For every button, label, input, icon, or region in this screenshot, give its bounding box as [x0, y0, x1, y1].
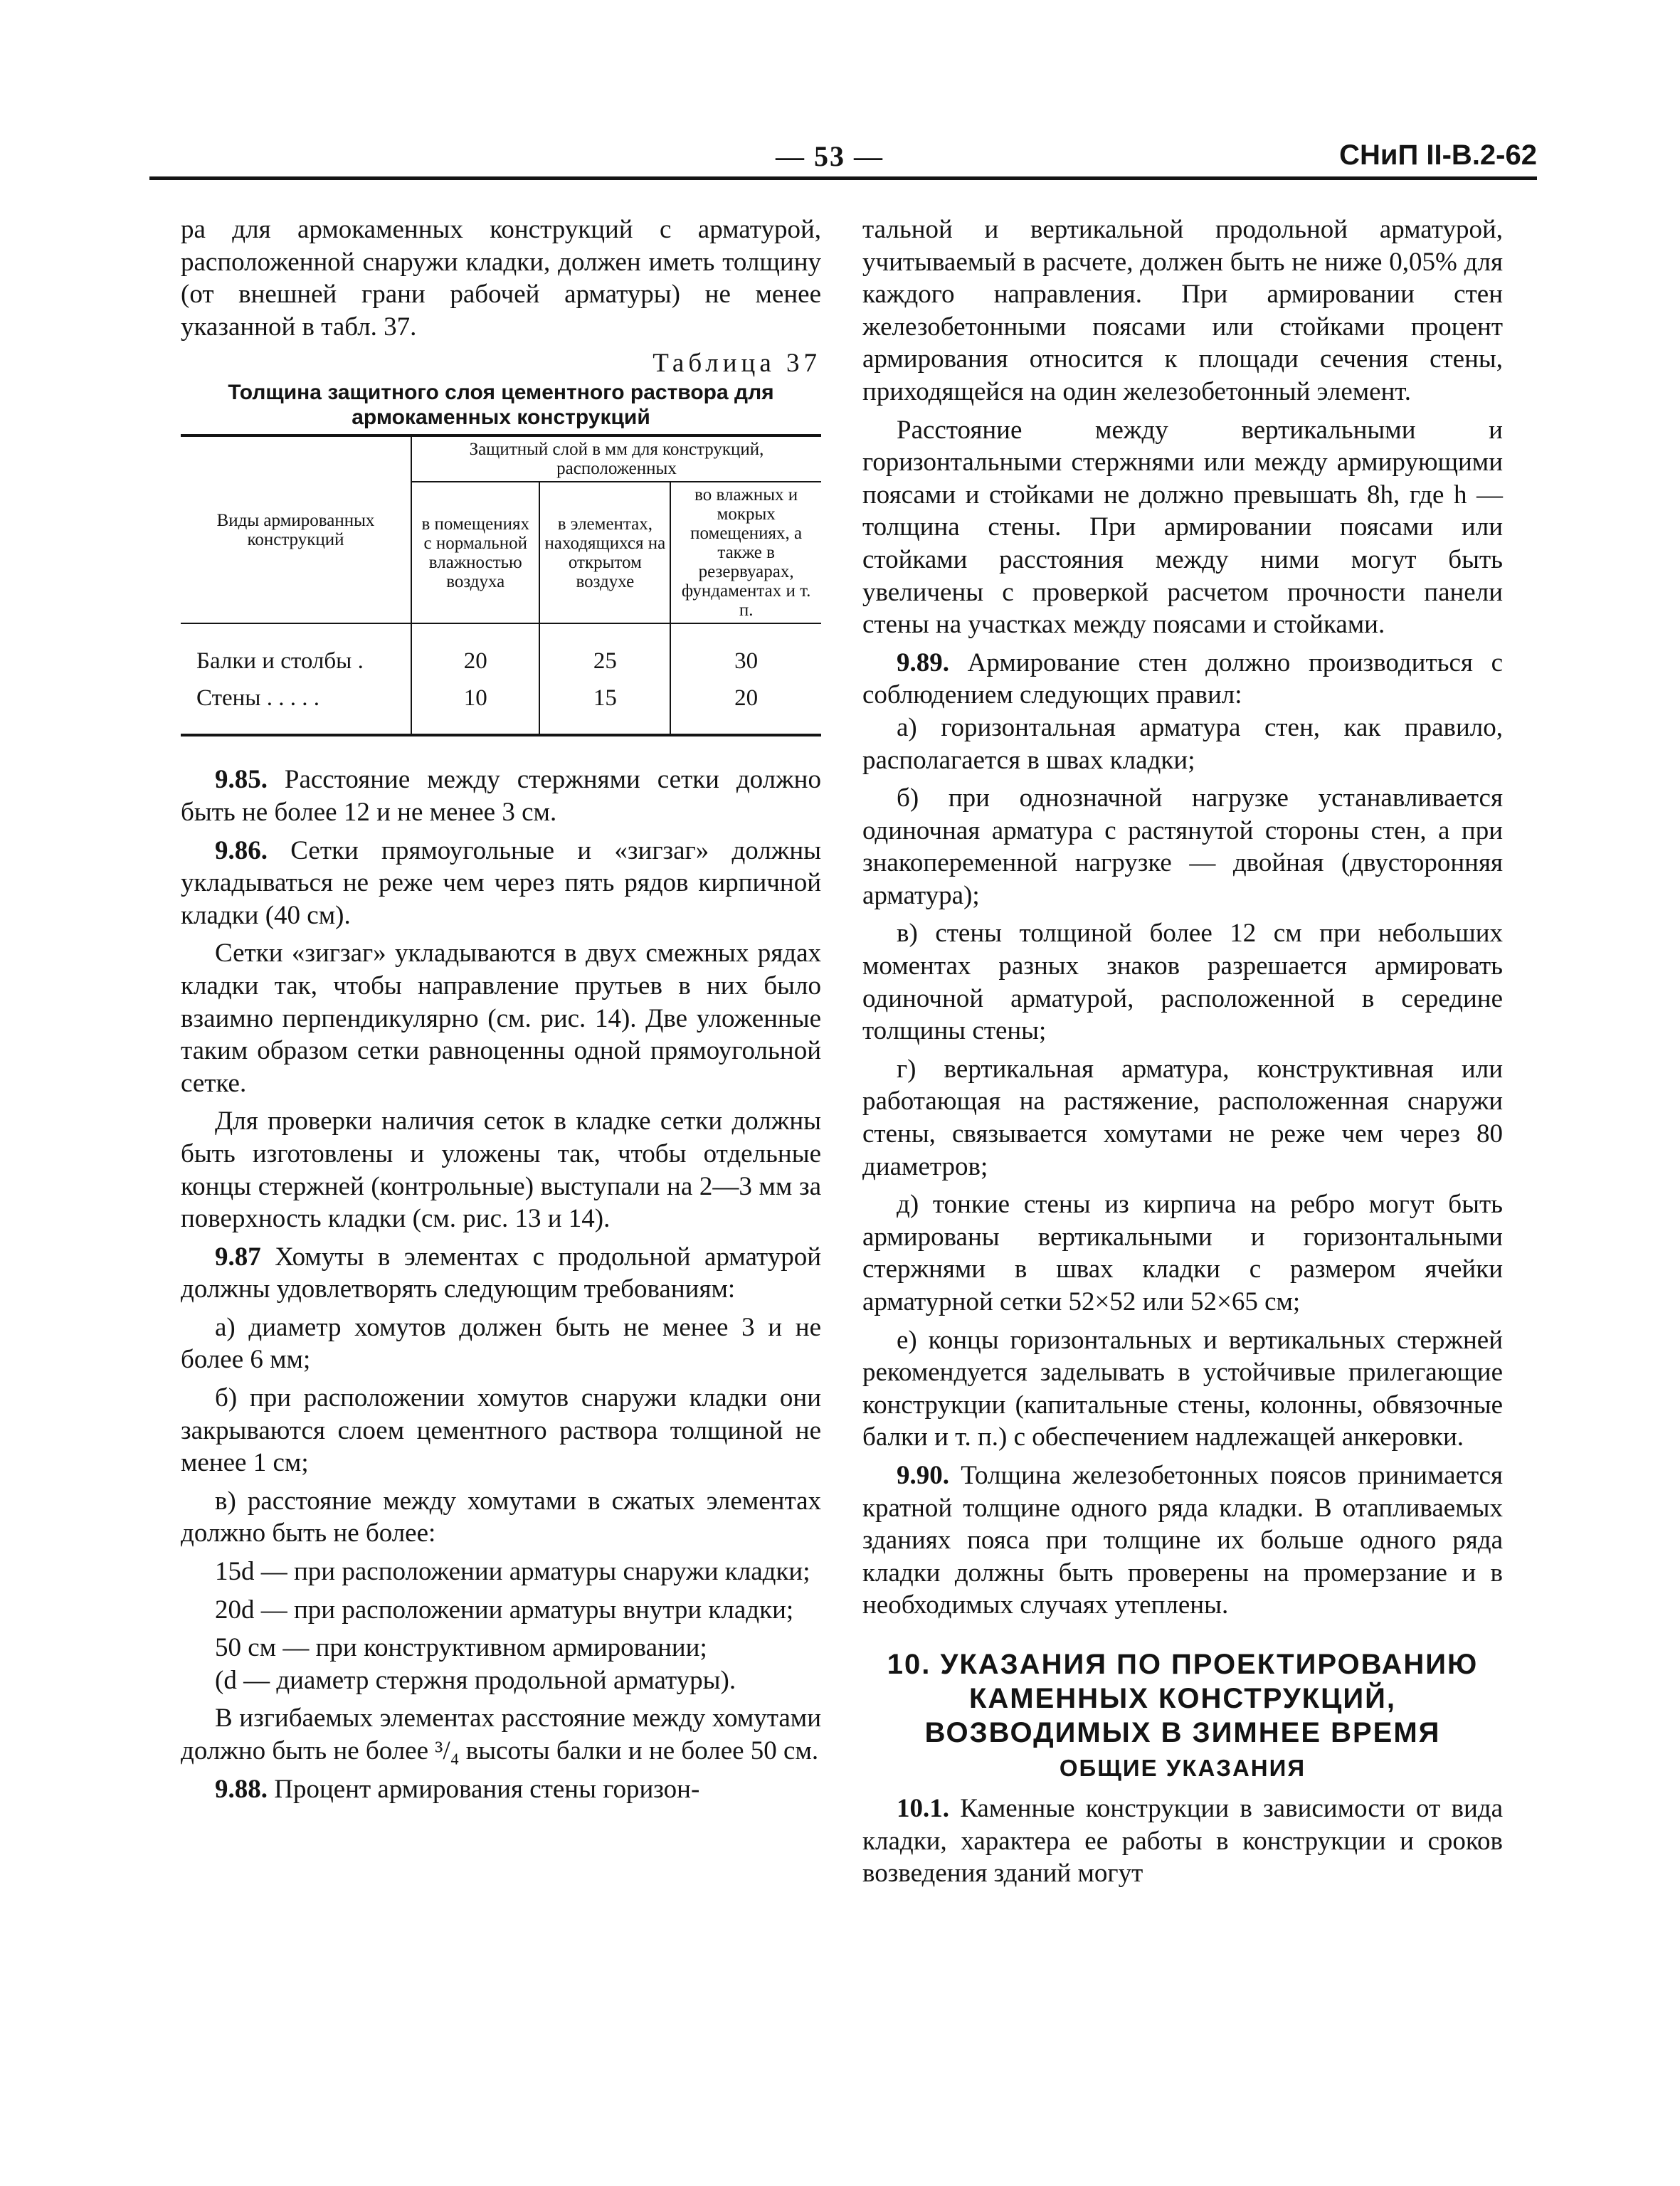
- cell-indoor: 10: [411, 680, 539, 735]
- clause-text: Толщина железобетонных поясов принимается кратной толщине одного ряда кладки. В отапливаемых зданиях пояса при толщине их больше одного ряда кладки должны быть проверены на промерзание и в необходимых случаях утеплены.: [862, 1460, 1504, 1620]
- paragraph-9-88-cont: тальной и вертикальной продольной арматурой, учитываемый в расчете, должен быть не ниже 0,05% для каждого направления. При армировании стен железобетонными поясами или стойками процент армирования относится к площади сечения стены, приходящейся на один железобетонный элемент.: [862, 215, 1503, 406]
- table-title: Толщина защитного слоя цементного раствора для армокаменных конструкций: [228, 381, 774, 430]
- item-9-87-c2: 20d — при расположении арматуры внутри кладки;: [215, 1595, 794, 1625]
- clause-number: 9.89.: [897, 648, 949, 677]
- item-9-87-c: в) расстояние между хомутами в сжатых элементах должно быть не более:: [181, 1486, 821, 1548]
- clause-text: Армирование стен должно производиться с соблюдением следующих правил:: [862, 648, 1504, 710]
- row-name: Балки и столбы .: [181, 623, 411, 680]
- row-name: Стены . . . . .: [181, 680, 411, 735]
- clause-number: 9.87: [215, 1242, 261, 1272]
- item-9-89-b: б) при однозначной нагрузке устанавливается одиночная арматура с растянутой стороны стен, а при знакопеременной нагрузке — двойная (двусторонняя арматура);: [862, 783, 1503, 910]
- item-9-89-a: а) горизонтальная арматура стен, как правило, располагается в швах кладки;: [862, 712, 1503, 775]
- table-label: Таблица 37: [653, 349, 821, 379]
- cell-outdoor: 25: [539, 623, 670, 680]
- cell-outdoor: 15: [539, 680, 670, 735]
- subsection-title: ОБЩИЕ УКАЗАНИЯ: [1059, 1754, 1306, 1781]
- cell-wet: 20: [670, 680, 821, 735]
- section-title: 10. УКАЗАНИЯ ПО ПРОЕКТИРОВАНИЮ КАМЕННЫХ КОНСТРУКЦИЙ, ВОЗВОДИМЫХ В ЗИМНЕЕ ВРЕМЯ: [887, 1648, 1479, 1748]
- page-header: [149, 139, 1537, 182]
- paragraph-9-86-b: Сетки «зигзаг» укладываются в двух смежных рядах кладки так, чтобы направление прутьев в них было взаимно перпендикулярно (см. рис. 14). Две уложенные таким образом сетки равноценны одной прямоугольной сетке.: [181, 939, 821, 1098]
- paragraph-9-89: [862, 647, 1503, 712]
- intro-paragraph: ра для армокаменных конструкций с арматурой, расположенной снаружи кладки, должен иметь толщину (от внешней грани рабочей арматуры) не менее указанной в табл. 37.: [181, 215, 821, 342]
- page-number: — 53 —: [776, 140, 884, 172]
- cell-wet: 30: [670, 623, 821, 680]
- item-9-89-f: е) концы горизонтальных и вертикальных стержней рекомендуется заделывать в устойчивые прилегающие конструкции (капитальные стены, колонны, обвязочные балки и т. п.) с обеспечением надлежащей анкеровки.: [862, 1325, 1503, 1452]
- paragraph-9-86-c: Для проверки наличия сеток в кладке сетки должны быть изготовлены и уложены так, чтобы отдельные концы стержней (контрольные) выступали на 2—3 мм за поверхность кладки (см. рис. 13 и 14).: [181, 1107, 821, 1234]
- table-row: [181, 680, 821, 735]
- paragraph-9-87: [181, 1241, 821, 1306]
- paragraph-9-86: [181, 835, 821, 932]
- table-37: [181, 434, 821, 736]
- item-9-87-c4: (d — диаметр стержня продольной арматуры).: [215, 1665, 736, 1695]
- col-header-indoor: в помещениях с нормальной влажностью воздуха: [411, 482, 539, 623]
- item-9-87-c1: 15d — при расположении арматуры снаружи кладки;: [215, 1557, 810, 1587]
- clause-text: Хомуты в элементах с продольной арматурой должны удовлетворять следующим требованиям:: [181, 1242, 821, 1304]
- item-9-87-a: а) диаметр хомутов должен быть не менее 3 и не более 6 мм;: [181, 1312, 821, 1375]
- item-9-87-b: б) при расположении хомутов снаружи кладки они закрываются слоем цементного раствора толщиной не менее 1 см;: [181, 1383, 821, 1478]
- clause-number: 10.1.: [897, 1793, 949, 1823]
- right-column: [862, 213, 1503, 1890]
- col-header-kind: Виды армированных конструкций: [181, 435, 411, 623]
- item-9-87-c3: 50 см — при конструктивном армировании;: [215, 1633, 707, 1663]
- header-rule: [149, 176, 1537, 180]
- paragraph-10-1: [862, 1792, 1503, 1890]
- paragraph-9-85: [181, 764, 821, 828]
- cell-indoor: 20: [411, 623, 539, 680]
- clause-text: Расстояние между стержнями сетки должно быть не более 12 и не менее 3 см.: [181, 765, 821, 827]
- paragraph-9-90: [862, 1459, 1503, 1622]
- clause-text: Процент армирования стены горизон-: [274, 1774, 700, 1804]
- table-row: [181, 623, 821, 680]
- col-header-group: Защитный слой в мм для конструкций, расположенных: [411, 435, 821, 482]
- paragraph-9-87-d: В изгибаемых элементах расстояние между хомутами должно быть не более ³/₄ высоты балки и не более 50 см.: [181, 1704, 821, 1765]
- paragraph-9-88: [181, 1773, 821, 1806]
- item-9-89-e: д) тонкие стены из кирпича на ребро могут быть армированы вертикальными и горизонтальными стержнями в швах кладки с размером ячейки арматурной сетки 52×52 или 52×65 см;: [862, 1190, 1503, 1316]
- item-9-89-d: г) вертикальная арматура, конструктивная или работающая на растяжение, расположенная снаружи стены, связывается хомутами не реже чем через 80 диаметров;: [862, 1054, 1503, 1181]
- clause-number: 9.88.: [215, 1774, 268, 1804]
- col-header-wet: во влажных и мокрых помещениях, а также в резервуарах, фундаментах и т. п.: [670, 482, 821, 623]
- item-9-89-c: в) стены толщиной более 12 см при небольших моментах разных знаков разрешается армировать одиночной арматурой, расположенной в середине толщины стены;: [862, 919, 1503, 1046]
- left-column: [181, 213, 821, 1805]
- col-header-outdoor: в элементах, находящихся на открытом воздухе: [539, 482, 670, 623]
- clause-text: Сетки прямоугольные и «зигзаг» должны укладываться не реже чем через пять рядов кирпичной кладки (40 см).: [181, 835, 821, 930]
- clause-number: 9.85.: [215, 765, 268, 795]
- clause-number: 9.86.: [215, 835, 268, 865]
- clause-text: Каменные конструкции в зависимости от вида кладки, характера ее работы в конструкции и сроков возведения зданий могут: [862, 1793, 1503, 1889]
- paragraph-9-88-b: Расстояние между вертикальными и горизонтальными стержнями или между армирующими поясами и стойками не должно превышать 8h, где h — толщина стены. При армировании поясами или стойками расстояния между ними могут быть увеличены с проверкой расчетом прочности панели стены на участках между поясами и стойками.: [862, 415, 1503, 640]
- clause-number: 9.90.: [897, 1460, 949, 1490]
- document-code: СНиП II-В.2-62: [1339, 139, 1537, 171]
